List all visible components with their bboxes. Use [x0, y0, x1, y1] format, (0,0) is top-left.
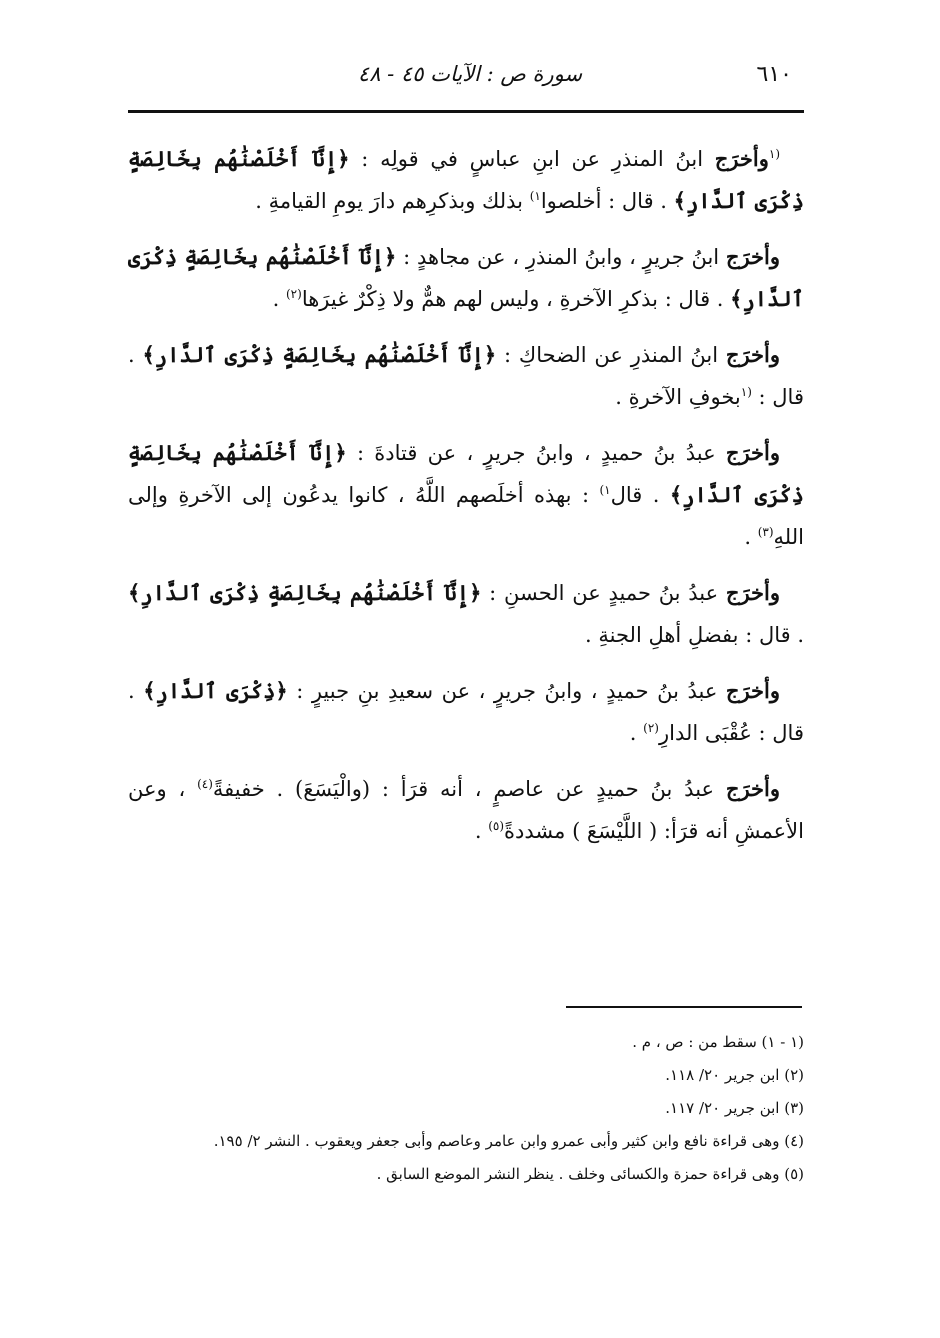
- footnote: (١ - ١) سقط من : ص ، م .: [632, 1033, 804, 1051]
- paragraph: [128, 138, 804, 222]
- paragraph: [128, 572, 804, 656]
- paragraph-text: عبدُ بنُ حميدٍ عن عاصمٍ ، أنه قرَأ : (والْيَسَعَ) . خفيفةً: [212, 777, 726, 801]
- main-text: [128, 138, 804, 866]
- quran-verse: ﴿إِنَّآ أَخْلَصْنَٰهُم بِخَالِصَةٍ ذِكْرَى ٱلدَّارِ﴾: [128, 440, 804, 507]
- footnote-ref[interactable]: (٢): [643, 721, 659, 735]
- paragraph-text: .: [629, 721, 644, 745]
- paragraph-text: . قال : أخلصوا: [540, 189, 674, 213]
- omission-mark: ١): [599, 483, 611, 497]
- paragraph-text: : بهذه أخلَصهم اللَّهُ ، كانوا يدعُون إلى الآخرةِ وإلى اللهِ: [128, 483, 804, 549]
- paragraph-text: بذلك وبذكرِهم دارَ يومِ القيامةِ .: [255, 189, 530, 213]
- opening-phrase: وأخرَج: [714, 146, 769, 171]
- quran-verse: ﴿إِنَّآ أَخْلَصْنَٰهُم بِخَالِصَةٍ ذِكْرَى ٱلدَّارِ﴾: [142, 342, 497, 367]
- paragraph-text: ابنُ المنذرِ عن ابنِ عباسٍ في قولِه :: [349, 147, 715, 171]
- footnote-ref[interactable]: (٣): [757, 525, 774, 539]
- paragraph-text: ، وعن الأعمشِ أنه قرَأ: ( اللَّيْسَعَ ) مشددةً: [128, 777, 804, 843]
- paragraph: [128, 432, 804, 558]
- paragraph-text: عبدُ بنُ حميدٍ ، وابنُ جريرٍ ، عن سعيدِ بنِ جبيرٍ :: [287, 679, 726, 703]
- quran-verse: ﴿إِنَّآ أَخْلَصْنَٰهُم بِخَالِصَةٍ ذِكْرَى ٱلدَّارِ﴾: [128, 580, 482, 605]
- paragraph-text: ابنُ المنذرِ عن الضحاكِ :: [496, 343, 726, 367]
- quran-verse: ﴿إِنَّآ أَخْلَصْنَٰهُم بِخَالِصَةٍ ذِكْرَى ٱلدَّارِ﴾: [128, 244, 804, 311]
- paragraph-text: . قال : عُقْبَى الدارِ: [128, 679, 804, 745]
- paragraph-text: عبدُ بنُ حميدٍ ، وابنُ جريرٍ ، عن قتادةَ :: [346, 441, 726, 465]
- paragraph-text: . قال : بفضلِ أهلِ الجنةِ .: [585, 623, 804, 647]
- footnote-rule: [566, 1006, 802, 1008]
- paragraph-text: ابنُ جريرٍ ، وابنُ المنذرِ ، عن مجاهدٍ :: [396, 245, 726, 269]
- paragraph-text: بخوفِ الآخرةِ .: [615, 385, 741, 409]
- page-number: ٦١٠: [756, 62, 792, 87]
- header-rule: [128, 110, 804, 113]
- running-head: [128, 58, 812, 98]
- paragraph-text: .: [474, 819, 489, 843]
- footnote-ref[interactable]: (٤): [197, 777, 213, 791]
- paragraph: [128, 670, 804, 754]
- footnote: (٣) ابن جرير ٢٠/ ١١٧.: [665, 1099, 804, 1117]
- footnote: (٤) وهى قراءة نافع وابن كثير وأبى عمرو وابن عامر وعاصم وأبى جعفر ويعقوب . النشر ٢/ ١٩٥.: [213, 1132, 804, 1150]
- opening-phrase: وأخرَج: [725, 342, 780, 367]
- paragraph-text: .: [744, 525, 758, 549]
- footnote-ref[interactable]: (٥): [488, 819, 505, 833]
- surah-title: سورة ص : الآيات ٤٥ - ٤٨: [357, 62, 583, 86]
- opening-phrase: وأخرَج: [725, 440, 781, 465]
- paragraph: [128, 236, 804, 320]
- opening-phrase: وأخرَج: [725, 244, 781, 269]
- paragraph: [128, 334, 804, 418]
- paragraph-text: . قال: [610, 483, 670, 507]
- paragraph: [128, 768, 804, 852]
- paragraph-text: عبدُ بنُ حميدٍ عن الحسنِ :: [481, 581, 726, 605]
- opening-phrase: وأخرَج: [725, 678, 780, 703]
- quran-verse: ﴿إِنَّآ أَخْلَصْنَٰهُم بِخَالِصَةٍ ذِكْرَى ٱلدَّارِ﴾: [128, 146, 804, 213]
- omission-mark: (١: [740, 385, 752, 399]
- opening-phrase: وأخرَج: [725, 580, 780, 605]
- omission-mark: ١): [529, 189, 541, 203]
- paragraph-text: .: [272, 287, 286, 311]
- paragraph-text: . قال :: [128, 343, 804, 409]
- footnote-ref[interactable]: (٢): [285, 287, 302, 301]
- omission-mark: (١: [768, 147, 780, 161]
- paragraph-text: . قال : بذكرِ الآخرةِ ، وليس لهم همٌّ ولا ذِكْرٌ غيرَها: [301, 287, 731, 311]
- opening-phrase: وأخرَج: [725, 776, 780, 801]
- footnote: (٥) وهى قراءة حمزة والكسائى وخلف . ينظر النشر الموضع السابق .: [376, 1165, 804, 1183]
- footnote: (٢) ابن جرير ٢٠/ ١١٨.: [665, 1066, 804, 1084]
- quran-verse: ﴿ذِكْرَى ٱلدَّارِ﴾: [143, 678, 288, 703]
- footnotes: [128, 1026, 804, 1191]
